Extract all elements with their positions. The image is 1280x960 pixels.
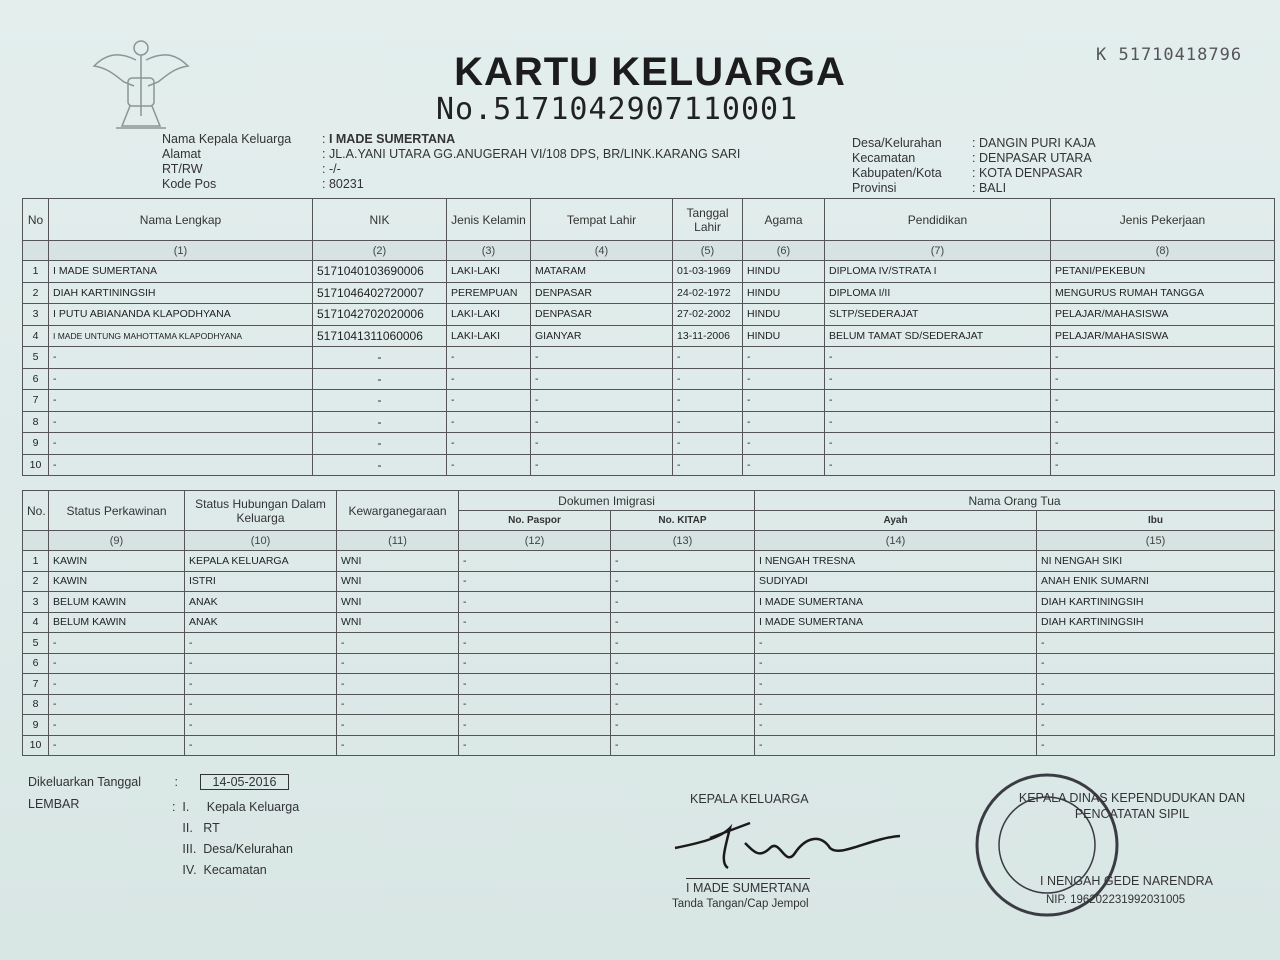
table-cell: MENGURUS RUMAH TANGGA (1051, 282, 1275, 304)
table-cell: - (1051, 433, 1275, 455)
header-right-values (972, 136, 1096, 196)
table-cell: DENPASAR (531, 282, 673, 304)
col-immigration: Dokumen Imigrasi (459, 491, 755, 511)
table-cell: 1 (23, 551, 49, 572)
table-cell: - (755, 674, 1037, 695)
table-cell: - (1051, 390, 1275, 412)
table-cell: - (459, 735, 611, 756)
col-birthplace: Tempat Lahir (531, 199, 673, 241)
table-cell: 27-02-2002 (673, 304, 743, 326)
table-cell: DIAH KARTININGSIH (1037, 592, 1275, 613)
table-cell: 5171042702020006 (313, 304, 447, 326)
column-number: (11) (337, 531, 459, 551)
value-province: : BALI (972, 181, 1007, 195)
table-cell: 7 (23, 390, 49, 412)
table-cell: 13-11-2006 (673, 325, 743, 347)
table-cell: - (459, 674, 611, 695)
table-cell: 2 (23, 571, 49, 592)
table-cell: - (49, 411, 313, 433)
table-cell: - (447, 368, 531, 390)
head-signature-label: KEPALA KELUARGA (690, 792, 809, 806)
table-cell: - (611, 592, 755, 613)
table-cell: - (1037, 653, 1275, 674)
signature-caption: Tanda Tangan/Cap Jempol (672, 898, 809, 910)
table-cell: - (1037, 674, 1275, 695)
table-row (23, 325, 1275, 347)
col-occupation: Jenis Pekerjaan (1051, 199, 1275, 241)
table-cell: 8 (23, 694, 49, 715)
table-cell: - (1037, 715, 1275, 736)
table-cell: DIPLOMA IV/STRATA I (825, 261, 1051, 283)
label-regency: Kabupaten/Kota (852, 166, 942, 180)
table-cell: - (825, 411, 1051, 433)
table-cell: LAKI-LAKI (447, 261, 531, 283)
table-cell: - (49, 633, 185, 654)
value-village: : DANGIN PURI KAJA (972, 136, 1096, 150)
table-cell: - (337, 735, 459, 756)
value-address: : JL.A.YANI UTARA GG.ANUGERAH VI/108 DPS, BR/LINK.KARANG SARI (322, 147, 741, 161)
column-number: (3) (447, 241, 531, 261)
label-village: Desa/Kelurahan (852, 136, 942, 150)
official-name: I NENGAH GEDE NARENDRA (1040, 874, 1213, 888)
table-cell: 5 (23, 633, 49, 654)
table-cell: - (459, 715, 611, 736)
table-cell: BELUM KAWIN (49, 592, 185, 613)
table-cell: 3 (23, 304, 49, 326)
table-cell: - (611, 735, 755, 756)
card-number: No.5171042907110001 (436, 92, 799, 127)
table-cell: PETANI/PEKEBUN (1051, 261, 1275, 283)
table-row (23, 653, 1275, 674)
table-cell: - (755, 633, 1037, 654)
table-cell: - (743, 347, 825, 369)
table-cell: - (825, 390, 1051, 412)
table-cell: KAWIN (49, 571, 185, 592)
table-cell: - (447, 390, 531, 412)
table-row (23, 433, 1275, 455)
column-number-row (23, 241, 1275, 261)
col-parents: Nama Orang Tua (755, 491, 1275, 511)
table-cell: - (459, 592, 611, 613)
value-regency: : KOTA DENPASAR (972, 166, 1083, 180)
table-cell: - (447, 347, 531, 369)
label-province: Provinsi (852, 181, 897, 195)
head-name: I MADE SUMERTANA (686, 878, 810, 895)
table-cell: - (49, 694, 185, 715)
table-cell: - (611, 653, 755, 674)
col-citizenship: Kewarganegaraan (337, 491, 459, 531)
table-cell: WNI (337, 612, 459, 633)
table-row (23, 715, 1275, 736)
table-cell: - (611, 715, 755, 736)
table-cell: - (743, 390, 825, 412)
column-number: (6) (743, 241, 825, 261)
table-cell: 5171041311060006 (313, 325, 447, 347)
table-cell: - (185, 694, 337, 715)
table-cell: - (337, 715, 459, 736)
table-cell: - (611, 612, 755, 633)
table-cell: ISTRI (185, 571, 337, 592)
value-postcode: : 80231 (322, 177, 364, 191)
table-cell: - (459, 653, 611, 674)
table-cell: DIAH KARTININGSIH (49, 282, 313, 304)
table-cell: - (611, 694, 755, 715)
status-table (22, 490, 1275, 756)
table-cell: 01-03-1969 (673, 261, 743, 283)
table-row (23, 454, 1275, 476)
table-cell: - (673, 411, 743, 433)
label-district: Kecamatan (852, 151, 916, 165)
column-number-row (23, 531, 1275, 551)
label-rtrw: RT/RW (162, 162, 203, 176)
table-cell: DIAH KARTININGSIH (1037, 612, 1275, 633)
table-cell: 8 (23, 411, 49, 433)
table-cell: 10 (23, 454, 49, 476)
table-cell: 9 (23, 433, 49, 455)
table-cell: - (49, 653, 185, 674)
table-cell: ANAK (185, 612, 337, 633)
column-number: (10) (185, 531, 337, 551)
table-cell: LAKI-LAKI (447, 304, 531, 326)
issued-label: Dikeluarkan Tanggal (28, 775, 142, 789)
table-cell: - (825, 454, 1051, 476)
table-cell: - (531, 433, 673, 455)
table-row (23, 633, 1275, 654)
table-cell: - (459, 571, 611, 592)
col-relation: Status Hubungan Dalam Keluarga (185, 491, 337, 531)
col-name: Nama Lengkap (49, 199, 313, 241)
table-row (23, 347, 1275, 369)
table-cell: - (337, 633, 459, 654)
garuda-emblem-icon (86, 26, 196, 136)
header-left-labels (162, 132, 291, 192)
table-cell: 3 (23, 592, 49, 613)
table-cell: - (743, 454, 825, 476)
table-cell: 6 (23, 368, 49, 390)
table-cell: MATARAM (531, 261, 673, 283)
table-cell: - (49, 735, 185, 756)
issued-date: 14-05-2016 (200, 774, 290, 790)
table-cell: WNI (337, 571, 459, 592)
table-cell: - (611, 633, 755, 654)
table-cell: LAKI-LAKI (447, 325, 531, 347)
table-cell: - (337, 694, 459, 715)
table-cell: DENPASAR (531, 304, 673, 326)
table-cell: WNI (337, 551, 459, 572)
column-number: (14) (755, 531, 1037, 551)
table-cell: - (531, 411, 673, 433)
sheet-item: III. Desa/Kelurahan (172, 842, 293, 856)
sheet-item: IV. Kecamatan (172, 863, 267, 877)
table-row (23, 304, 1275, 326)
issued-date-row: Dikeluarkan Tanggal : 14-05-2016 (28, 774, 289, 790)
table-cell: - (825, 433, 1051, 455)
table-cell: 5171046402720007 (313, 282, 447, 304)
table-row (23, 592, 1275, 613)
column-number: (12) (459, 531, 611, 551)
table-cell: 4 (23, 612, 49, 633)
table-cell: - (611, 674, 755, 695)
table-cell: - (1051, 454, 1275, 476)
table-cell: - (447, 433, 531, 455)
table-cell: - (185, 735, 337, 756)
table-cell: 10 (23, 735, 49, 756)
table-cell: KEPALA KELUARGA (185, 551, 337, 572)
column-number: (1) (49, 241, 313, 261)
table-cell: - (1051, 347, 1275, 369)
table-cell: GIANYAR (531, 325, 673, 347)
table-cell: - (743, 368, 825, 390)
table-cell: - (1037, 633, 1275, 654)
table-cell: 6 (23, 653, 49, 674)
table-cell: - (825, 347, 1051, 369)
table-cell: BELUM KAWIN (49, 612, 185, 633)
table-cell: - (673, 454, 743, 476)
table-cell: - (459, 633, 611, 654)
table-cell: SUDIYADI (755, 571, 1037, 592)
table-cell: PELAJAR/MAHASISWA (1051, 325, 1275, 347)
table-cell: 5 (23, 347, 49, 369)
table-row (23, 411, 1275, 433)
table-cell: - (49, 674, 185, 695)
table-cell: - (313, 390, 447, 412)
sheet-list (172, 797, 299, 881)
col-passport: No. Paspor (459, 511, 611, 531)
table-cell: - (673, 390, 743, 412)
head-signature-icon (670, 808, 920, 878)
table-cell: - (1051, 411, 1275, 433)
table-cell: 9 (23, 715, 49, 736)
table-cell: - (459, 612, 611, 633)
table-cell: - (755, 653, 1037, 674)
table-cell: 5171040103690006 (313, 261, 447, 283)
sheet-item: II. RT (172, 821, 220, 835)
label-address: Alamat (162, 147, 201, 161)
column-number: (9) (49, 531, 185, 551)
table-cell: ANAK (185, 592, 337, 613)
table-row (23, 735, 1275, 756)
table-cell: DIPLOMA I/II (825, 282, 1051, 304)
table-cell: - (447, 411, 531, 433)
table-cell: I MADE SUMERTANA (755, 612, 1037, 633)
table-cell: - (185, 633, 337, 654)
table-cell: HINDU (743, 261, 825, 283)
table-cell: - (459, 551, 611, 572)
table-cell: HINDU (743, 325, 825, 347)
label-head: Nama Kepala Keluarga (162, 132, 292, 146)
table-cell: 2 (23, 282, 49, 304)
label-postcode: Kode Pos (162, 177, 217, 191)
table-cell: I NENGAH TRESNA (755, 551, 1037, 572)
table-cell: - (49, 454, 313, 476)
table-cell: - (755, 735, 1037, 756)
table-cell: - (743, 433, 825, 455)
table-cell: - (185, 715, 337, 736)
table-cell: I PUTU ABIANANDA KLAPODHYANA (49, 304, 313, 326)
table-cell: SLTP/SEDERAJAT (825, 304, 1051, 326)
table-cell: 24-02-1972 (673, 282, 743, 304)
header-right-labels (852, 136, 942, 196)
table-row (23, 674, 1275, 695)
table-cell: 1 (23, 261, 49, 283)
column-number: (15) (1037, 531, 1275, 551)
column-number: (2) (313, 241, 447, 261)
col-marital: Status Perkawinan (49, 491, 185, 531)
table-cell: - (49, 368, 313, 390)
official-nip: NIP. 196202231992031005 (1046, 894, 1186, 906)
table-cell: - (49, 347, 313, 369)
table-cell: - (459, 694, 611, 715)
table-cell: 7 (23, 674, 49, 695)
table-cell: - (1051, 368, 1275, 390)
table-cell: PELAJAR/MAHASISWA (1051, 304, 1275, 326)
table-cell: - (611, 571, 755, 592)
table-cell: - (313, 411, 447, 433)
table-row (23, 368, 1275, 390)
column-number: (5) (673, 241, 743, 261)
value-head: : I MADE SUMERTANA (322, 132, 456, 146)
col-birthdate: Tanggal Lahir (673, 199, 743, 241)
col-religion: Agama (743, 199, 825, 241)
table-cell: WNI (337, 592, 459, 613)
table-cell: - (531, 454, 673, 476)
table-cell: - (185, 674, 337, 695)
col-education: Pendidikan (825, 199, 1051, 241)
table-cell: - (673, 347, 743, 369)
column-number (23, 531, 49, 551)
table-row (23, 551, 1275, 572)
table-cell: ANAH ENIK SUMARNI (1037, 571, 1275, 592)
col-mother: Ibu (1037, 511, 1275, 531)
table-cell: - (743, 411, 825, 433)
document-serial: K 51710418796 (1096, 45, 1243, 65)
members-table (22, 198, 1275, 476)
table-row (23, 612, 1275, 633)
table-cell: - (611, 551, 755, 572)
table-cell: - (825, 368, 1051, 390)
table-cell: - (531, 390, 673, 412)
table-cell: - (185, 653, 337, 674)
table-cell: I MADE SUMERTANA (755, 592, 1037, 613)
table-cell: HINDU (743, 282, 825, 304)
col-kitap: No. KITAP (611, 511, 755, 531)
table-cell: - (673, 433, 743, 455)
table-cell: NI NENGAH SIKI (1037, 551, 1275, 572)
table-cell: - (1037, 694, 1275, 715)
table-cell: BELUM TAMAT SD/SEDERAJAT (825, 325, 1051, 347)
table-cell: - (447, 454, 531, 476)
col-father: Ayah (755, 511, 1037, 531)
table-cell: - (49, 390, 313, 412)
table-cell: - (337, 653, 459, 674)
column-number: (4) (531, 241, 673, 261)
col-nik: NIK (313, 199, 447, 241)
table-cell: - (673, 368, 743, 390)
table-cell: 4 (23, 325, 49, 347)
table-row (23, 390, 1275, 412)
table-cell: - (1037, 735, 1275, 756)
table-cell: - (531, 347, 673, 369)
col2-no: No. (23, 491, 49, 531)
table-cell: - (49, 433, 313, 455)
table-row (23, 282, 1275, 304)
table-cell: - (755, 715, 1037, 736)
table-cell: I MADE UNTUNG MAHOTTAMA KLAPODHYANA (49, 325, 313, 347)
column-number: (13) (611, 531, 755, 551)
sheet-label: LEMBAR (28, 797, 80, 811)
table-row (23, 694, 1275, 715)
value-district: : DENPASAR UTARA (972, 151, 1092, 165)
column-number: (7) (825, 241, 1051, 261)
table-cell: - (49, 715, 185, 736)
table-cell: - (313, 347, 447, 369)
table-cell: - (313, 454, 447, 476)
table-cell: PEREMPUAN (447, 282, 531, 304)
table-row (23, 261, 1275, 283)
column-number: (8) (1051, 241, 1275, 261)
official-title: KEPALA DINAS KEPENDUDUKAN DAN PENCATATAN SIPIL (1018, 791, 1246, 821)
document-title: KARTU KELUARGA (454, 50, 846, 94)
value-rtrw: : -/- (322, 162, 341, 176)
table-cell: HINDU (743, 304, 825, 326)
table-cell: - (531, 368, 673, 390)
col-gender: Jenis Kelamin (447, 199, 531, 241)
col-no: No (23, 199, 49, 241)
table-row (23, 571, 1275, 592)
table-cell: - (313, 368, 447, 390)
column-number (23, 241, 49, 261)
header-left-values (322, 132, 740, 192)
sheet-item: : I. Kepala Keluarga (172, 800, 300, 814)
table-cell: KAWIN (49, 551, 185, 572)
table-cell: I MADE SUMERTANA (49, 261, 313, 283)
table-cell: - (337, 674, 459, 695)
table-cell: - (313, 433, 447, 455)
table-cell: - (755, 694, 1037, 715)
